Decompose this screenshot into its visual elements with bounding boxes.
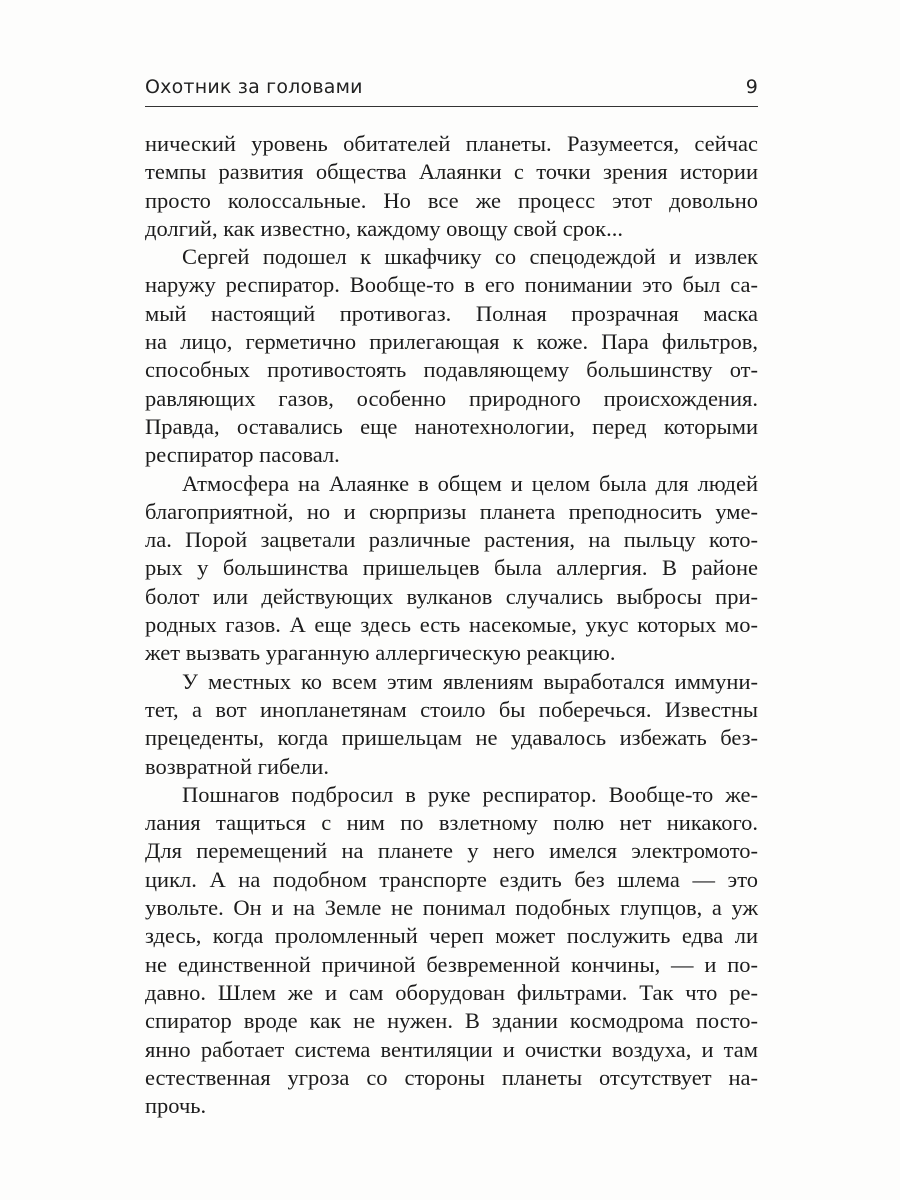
text-line: тет, а вот инопланетянам стоило бы поберечься. Известны [145, 696, 758, 722]
paragraph [145, 781, 758, 1121]
text-line: способных противостоять подавляющему большинству от- [145, 357, 758, 383]
text-line: прочь. [145, 1093, 207, 1119]
text-line: не единственной причиной безвременной кончины, — и по- [145, 951, 758, 977]
text-line: ла. Порой зацветали различные растения, на пыльцу кото- [145, 527, 758, 553]
text-line: темпы развития общества Алаянки с точки зрения истории [145, 159, 758, 185]
text-line: благоприятной, но и сюрпризы планета преподносить уме- [145, 498, 758, 524]
book-title: Охотник за головами [145, 76, 363, 98]
paragraph [145, 130, 758, 243]
text-line: Правда, оставались еще нанотехнологии, перед которыми [145, 413, 758, 439]
text-line: здесь, когда проломленный череп может послужить едва ли [145, 923, 758, 949]
text-line: родных газов. А еще здесь есть насекомые, укус которых мо- [145, 612, 758, 638]
body-text [145, 130, 758, 1120]
text-line: Атмосфера на Алаянке в общем и целом была для людей [182, 470, 758, 496]
paragraph [145, 668, 758, 781]
paragraph [145, 243, 758, 469]
text-line: нический уровень обитателей планеты. Разумеется, сейчас [145, 131, 758, 156]
paragraph [145, 470, 758, 668]
text-line: болот или действующих вулканов случались выбросы при- [145, 583, 758, 609]
text-line: У местных ко всем этим явлениям выработался иммуни- [182, 668, 758, 694]
text-line: на лицо, герметично прилегающая к коже. Пара фильтров, [145, 329, 758, 355]
text-line: наружу респиратор. Вообще-то в его понимании это был са- [145, 272, 758, 298]
text-line: рых у большинства пришельцев была аллергия. В районе [145, 555, 758, 581]
running-head [145, 74, 758, 107]
text-line: прецеденты, когда пришельцам не удавалось избежать без- [145, 725, 758, 751]
text-line: давно. Шлем же и сам оборудован фильтрами. Так что ре- [145, 979, 758, 1005]
text-line: мый настоящий противогаз. Полная прозрачная маска [145, 300, 758, 326]
page-number: 9 [745, 76, 758, 98]
text-line: долгий, как известно, каждому овощу свой срок... [145, 215, 623, 241]
text-line: просто колоссальные. Но все же процесс этот довольно [145, 187, 758, 213]
text-line: естественная угроза со стороны планеты отсутствует на- [145, 1064, 758, 1090]
text-line: Для перемещений на планете у него имелся электромото- [145, 838, 758, 864]
text-line: жет вызвать ураганную аллергическую реакцию. [145, 640, 616, 666]
text-line: Пошнагов подбросил в руке респиратор. Вообще-то же- [182, 781, 758, 807]
text-line: равляющих газов, особенно природного происхождения. [145, 385, 758, 411]
text-line: лания тащиться с ним по взлетному полю нет никакого. [145, 810, 758, 836]
text-line: Сергей подошел к шкафчику со спецодеждой и извлек [182, 244, 758, 270]
text-line: цикл. А на подобном транспорте ездить без шлема — это [145, 866, 758, 892]
text-line: возвратной гибели. [145, 753, 329, 779]
text-line: янно работает система вентиляции и очистки воздуха, и там [145, 1036, 758, 1062]
text-line: увольте. Он и на Земле не понимал подобных глупцов, а уж [145, 895, 758, 921]
text-line: спиратор вроде как не нужен. В здании космодрома посто- [145, 1008, 758, 1034]
text-line: респиратор пасовал. [145, 442, 340, 468]
